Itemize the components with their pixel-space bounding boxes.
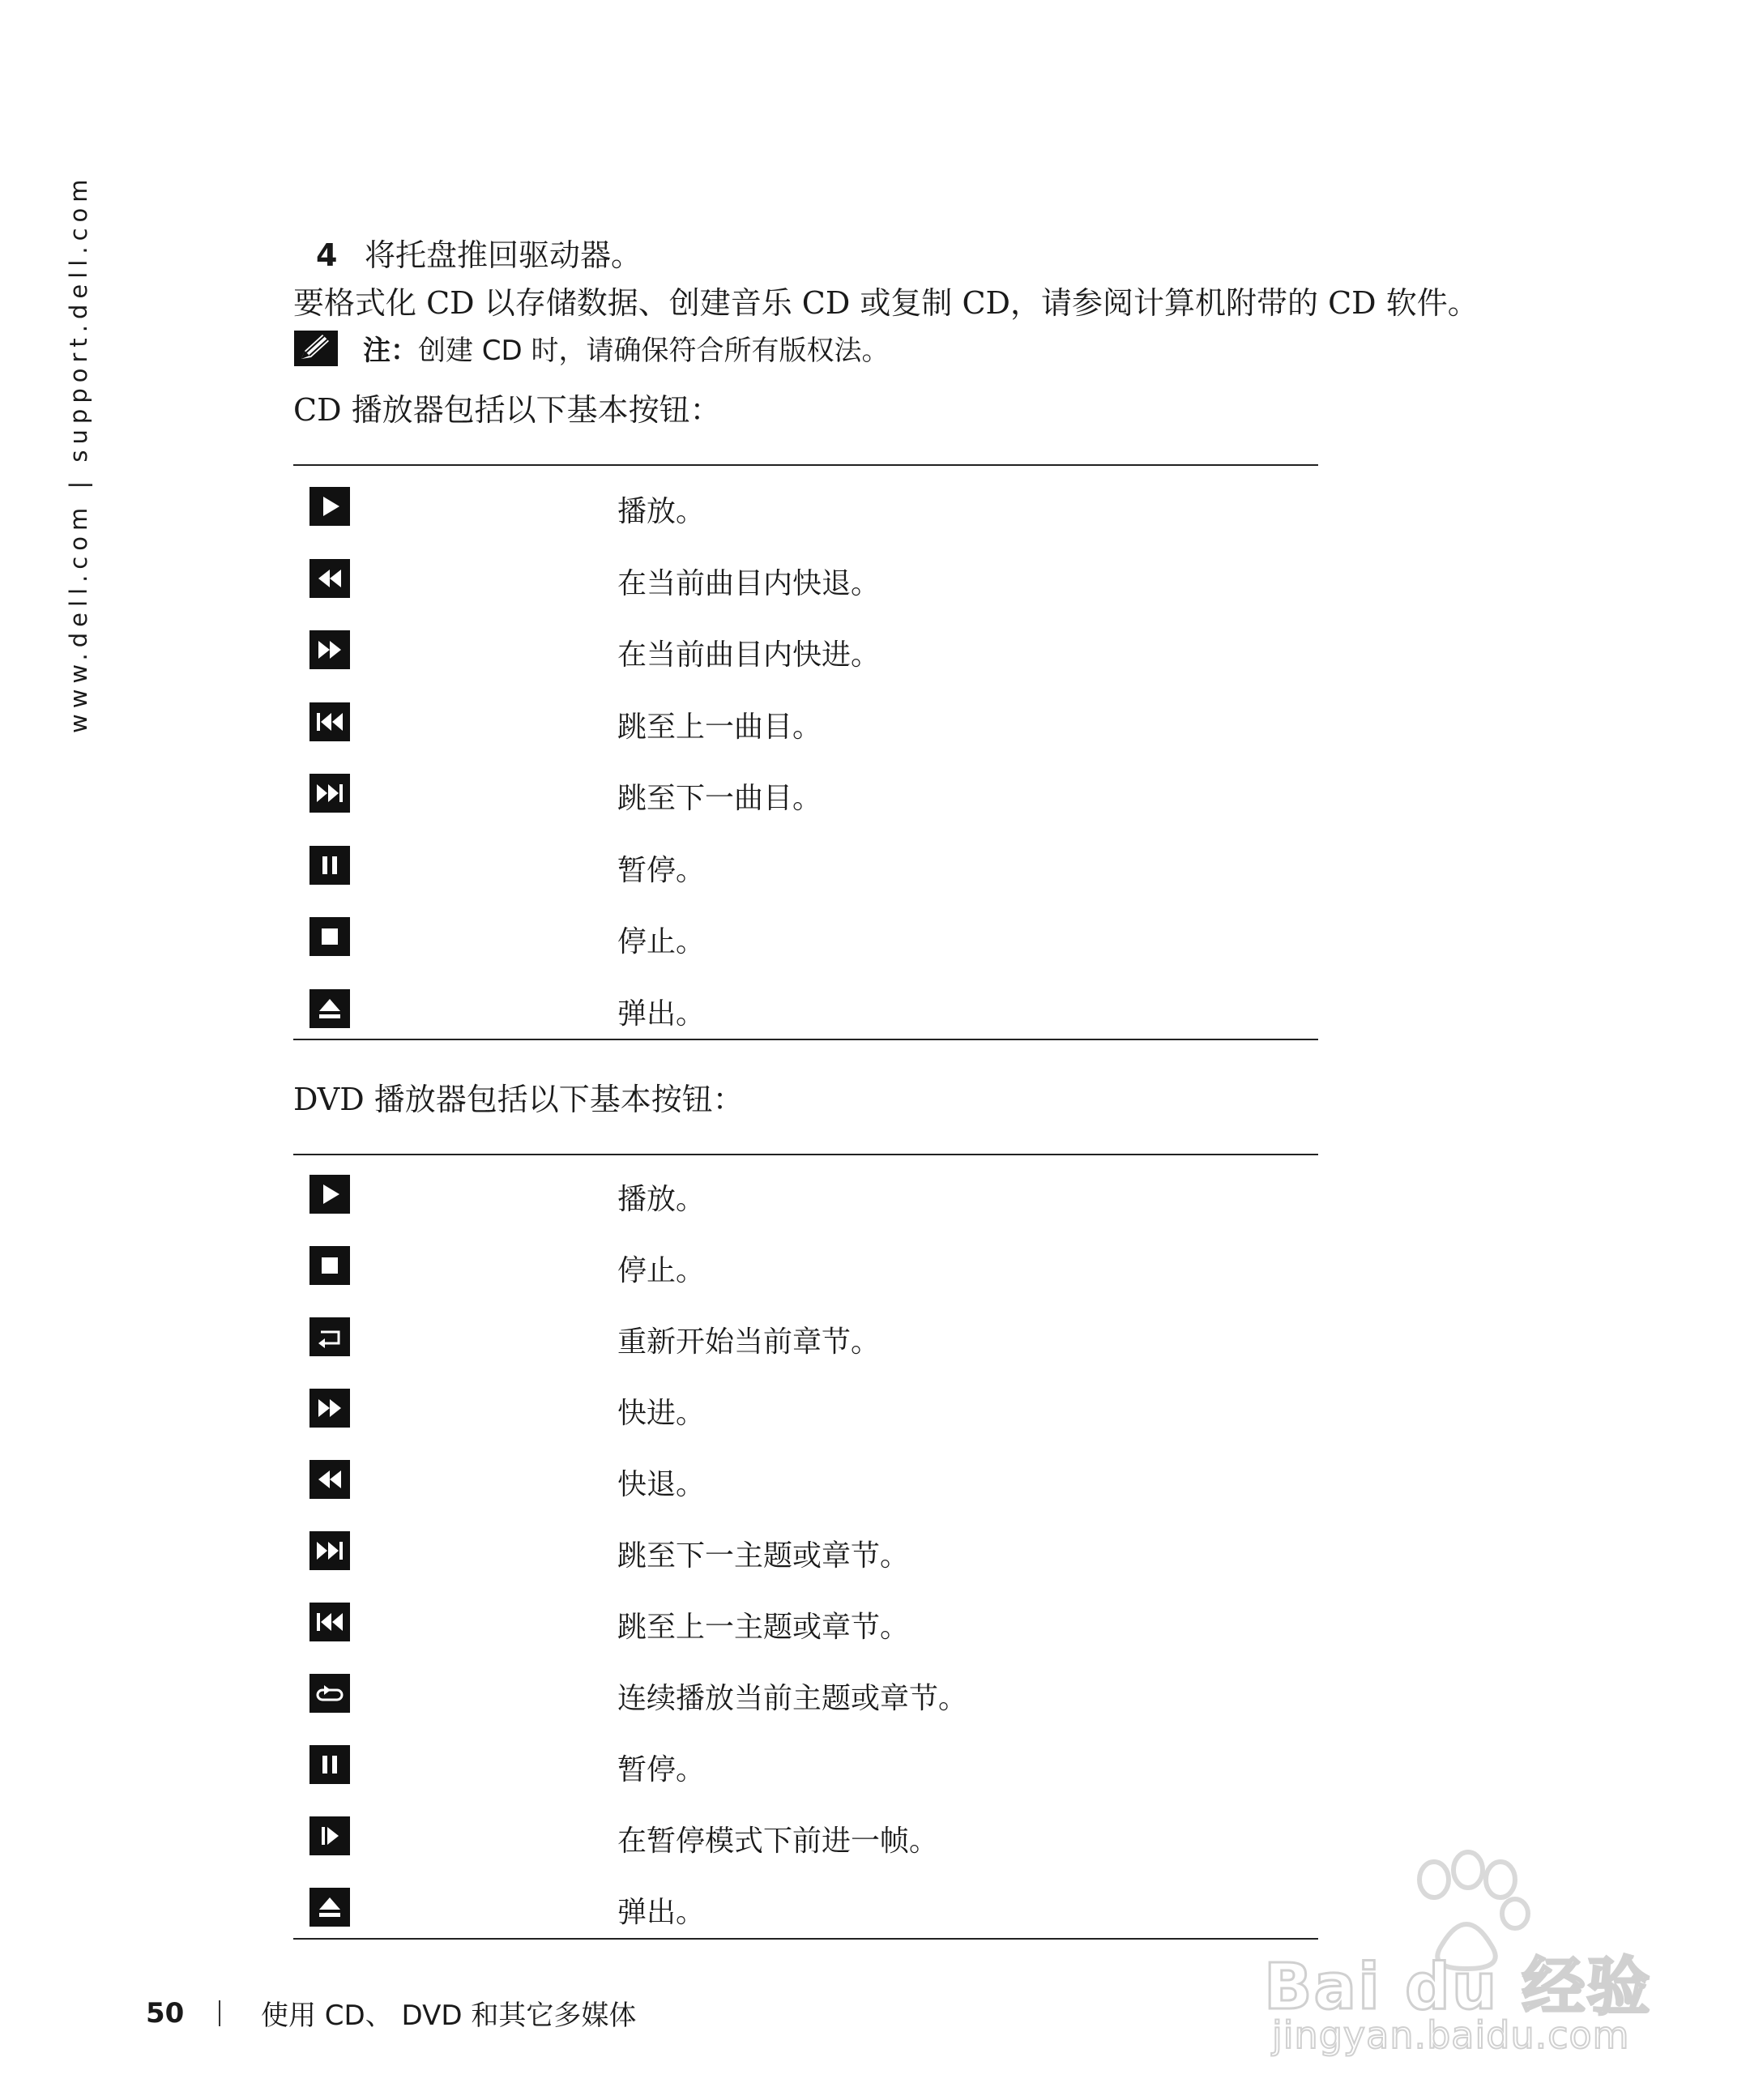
rewind-icon [309, 559, 350, 598]
cd-button-row [293, 616, 1318, 687]
dvd-button-row [293, 1802, 1318, 1873]
dvd-button-row [293, 1303, 1318, 1374]
side-url: www.dell.com | support.dell.com [65, 173, 92, 733]
baidu-watermark [1248, 1847, 1669, 2058]
dvd-button-row [293, 1231, 1318, 1303]
cd-button-row [293, 544, 1318, 616]
fast-forward-icon [309, 1389, 350, 1428]
dvd-button-row-description: 在暂停模式下前进一帧。 [617, 1825, 939, 1858]
side-url-container [55, 173, 92, 733]
dvd-button-row [293, 1659, 1318, 1731]
dvd-table-top-rule [293, 1154, 1318, 1155]
page-number: 50 [146, 1996, 185, 2030]
pause-icon [309, 1745, 350, 1784]
dvd-button-row-description: 弹出。 [617, 1896, 706, 1929]
play-icon [309, 487, 350, 526]
dvd-button-row [293, 1517, 1318, 1588]
dvd-button-row-description: 跳至下一主题或章节。 [617, 1539, 910, 1573]
cd-button-row [293, 688, 1318, 759]
dvd-button-row [293, 1160, 1318, 1231]
fast-forward-icon [309, 630, 350, 669]
cd-button-row [293, 903, 1318, 974]
format-paragraph: 要格式化 CD 以存储数据、创建音乐 CD 或复制 CD，请参阅计算机附带的 CD 软件。 [293, 285, 1479, 321]
dvd-button-row-description: 跳至上一主题或章节。 [617, 1611, 910, 1644]
footer-separator [219, 2000, 220, 2026]
cd-table-bottom-rule [293, 1039, 1318, 1040]
dvd-button-row [293, 1873, 1318, 1944]
next-track-icon [309, 1531, 350, 1570]
next-track-icon [309, 774, 350, 813]
cd-button-row-description: 停止。 [617, 925, 706, 958]
eject-icon [309, 989, 350, 1028]
cd-button-row-description: 弹出。 [617, 997, 706, 1031]
cd-button-row [293, 472, 1318, 544]
step-item [316, 230, 642, 275]
pencil-note-icon [293, 330, 339, 367]
dvd-button-row-description: 播放。 [617, 1183, 706, 1216]
note-label: 注： [363, 335, 418, 367]
dvd-button-row-description: 停止。 [617, 1254, 706, 1287]
watermark-brand: Bai du 经验 [1264, 1951, 1652, 2024]
step-text: 将托盘推回驱动器。 [365, 237, 642, 273]
previous-track-icon [309, 1603, 350, 1641]
dvd-button-row-description: 暂停。 [617, 1753, 706, 1786]
cd-button-row-description: 播放。 [617, 495, 706, 528]
cd-button-row [293, 831, 1318, 903]
dvd-button-row [293, 1731, 1318, 1802]
dvd-button-row [293, 1445, 1318, 1517]
dvd-intro: DVD 播放器包括以下基本按钮： [293, 1082, 744, 1117]
note-text: 创建 CD 时，请确保符合所有版权法。 [418, 335, 890, 367]
cd-button-row-description: 跳至上一曲目。 [617, 710, 822, 744]
dvd-button-row-description: 快进。 [617, 1397, 706, 1430]
cd-button-row-description: 在当前曲目内快进。 [617, 638, 881, 672]
dvd-button-row-description: 快退。 [617, 1468, 706, 1501]
stop-icon [309, 917, 350, 956]
cd-button-row-description: 在当前曲目内快退。 [617, 566, 881, 600]
rewind-icon [309, 1460, 350, 1499]
cd-table-top-rule [293, 464, 1318, 466]
step-number: 4 [316, 237, 338, 273]
previous-track-icon [309, 702, 350, 741]
dvd-button-row-description: 重新开始当前章节。 [617, 1325, 881, 1359]
restart-chapter-icon [309, 1317, 350, 1356]
frame-advance-icon [309, 1816, 350, 1855]
dvd-table-bottom-rule [293, 1938, 1318, 1940]
footer-section-title: 使用 CD、 DVD 和其它多媒体 [261, 2000, 637, 2032]
dvd-button-row-description: 连续播放当前主题或章节。 [617, 1682, 968, 1715]
dvd-button-row [293, 1374, 1318, 1445]
cd-intro: CD 播放器包括以下基本按钮： [293, 392, 721, 428]
stop-icon [309, 1246, 350, 1285]
note [293, 328, 890, 368]
cd-button-row [293, 759, 1318, 830]
repeat-icon [309, 1674, 350, 1713]
watermark-url: jingyan.baidu.com [1272, 2013, 1630, 2057]
cd-button-row-description: 跳至下一曲目。 [617, 782, 822, 815]
page-footer [146, 1993, 636, 2033]
cd-button-row [293, 975, 1318, 1046]
eject-icon [309, 1888, 350, 1927]
pause-icon [309, 846, 350, 885]
play-icon [309, 1175, 350, 1214]
cd-button-row-description: 暂停。 [617, 853, 706, 887]
dvd-button-row [293, 1588, 1318, 1659]
